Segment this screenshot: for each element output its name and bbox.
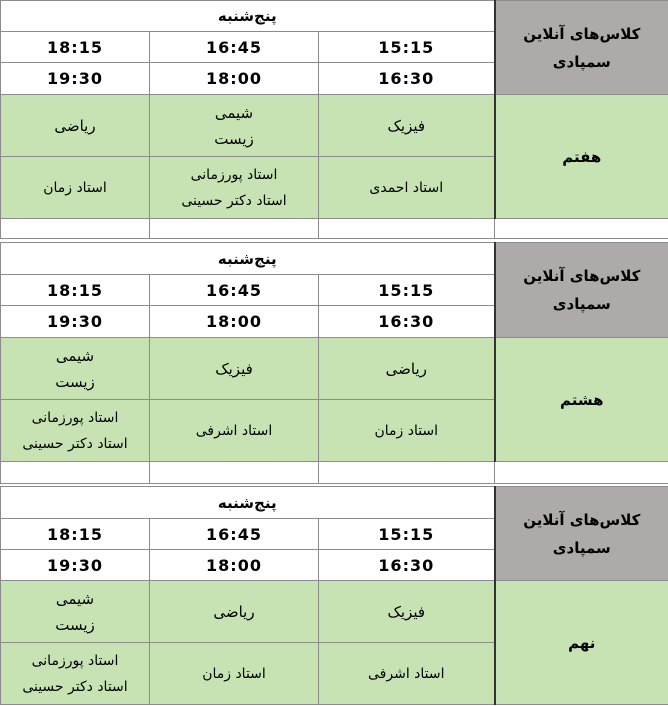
teacher-cell: [150, 643, 319, 705]
end-time: 16:30: [319, 306, 495, 338]
subject-name: زیست: [55, 372, 95, 391]
teacher-cell: [1, 157, 150, 219]
teacher-name: استاد اشرفی: [368, 665, 445, 682]
header-cell: [495, 243, 668, 338]
start-time: 15:15: [319, 32, 495, 63]
subject-cell: [150, 338, 319, 400]
subject-cell: [319, 338, 495, 400]
teacher-name: استاد پورزمانی: [190, 166, 278, 183]
subject-name: ریاضی: [385, 359, 427, 378]
teacher-cell: [150, 157, 319, 219]
subject-cell: [319, 581, 495, 643]
end-time: 16:30: [319, 63, 495, 95]
subject-name: زیست: [214, 129, 254, 148]
teacher-cell: [1, 643, 150, 705]
schedule-table: [0, 242, 668, 484]
day-label: پنج‌شنبه: [1, 1, 495, 32]
teacher-name: استاد زمان: [43, 179, 107, 196]
start-time: 16:45: [150, 519, 319, 550]
subject-name: شیمی: [214, 103, 254, 122]
teacher-name: استاد پورزمانی: [31, 652, 119, 669]
subject-name: فیزیک: [215, 359, 253, 378]
end-time: 18:00: [150, 306, 319, 338]
spacer-cell: [1, 219, 150, 239]
start-time: 15:15: [319, 519, 495, 550]
header-line-1: کلاس‌های آنلاین: [523, 24, 641, 43]
spacer-cell: [319, 462, 495, 484]
start-time: 18:15: [1, 275, 150, 306]
end-time: 16:30: [319, 550, 495, 581]
header-line-2: سمپادی: [552, 52, 611, 71]
header-cell: [495, 487, 668, 581]
schedule-block-grade-7: [0, 0, 668, 239]
teacher-name: استاد احمدی: [369, 179, 444, 196]
subject-name: شیمی: [55, 346, 95, 365]
day-label: پنج‌شنبه: [1, 243, 495, 275]
schedule-table: [0, 486, 668, 705]
teacher-name: استاد دکتر حسینی: [22, 678, 128, 695]
day-label: پنج‌شنبه: [1, 487, 495, 519]
spacer-cell: [495, 219, 668, 239]
teacher-name: استاد اشرفی: [195, 422, 273, 439]
header-cell: [495, 1, 668, 95]
subject-name: ریاضی: [54, 116, 96, 135]
end-time: 18:00: [150, 63, 319, 95]
header-line-2: سمپادی: [552, 538, 611, 557]
start-time: 16:45: [150, 275, 319, 306]
subject-name: فیزیک: [387, 116, 426, 135]
start-time: 18:15: [1, 32, 150, 63]
subject-name: ریاضی: [213, 602, 255, 621]
end-time: 19:30: [1, 306, 150, 338]
header-line-1: کلاس‌های آنلاین: [523, 267, 641, 285]
end-time: 19:30: [1, 550, 150, 581]
subject-name: فیزیک: [387, 602, 426, 621]
grade-label: نهم: [495, 581, 668, 705]
grade-label: هشتم: [495, 338, 668, 462]
schedule-block-grade-9: [0, 486, 668, 705]
schedule-table: [0, 0, 668, 239]
subject-cell: [1, 581, 150, 643]
teacher-name: استاد زمان: [374, 422, 439, 439]
start-time: 15:15: [319, 275, 495, 306]
end-time: 18:00: [150, 550, 319, 581]
teacher-cell: [1, 400, 150, 462]
subject-cell: [150, 95, 319, 157]
teacher-name: استاد پورزمانی: [31, 409, 119, 426]
spacer-cell: [1, 462, 150, 484]
teacher-cell: [319, 400, 495, 462]
schedule-block-grade-8: [0, 242, 668, 484]
subject-name: زیست: [55, 615, 95, 634]
subject-cell: [319, 95, 495, 157]
spacer-cell: [150, 462, 319, 484]
teacher-name: استاد دکتر حسینی: [22, 435, 128, 452]
header-line-2: سمپادی: [552, 295, 611, 313]
teacher-cell: [319, 157, 495, 219]
end-time: 19:30: [1, 63, 150, 95]
subject-cell: [150, 581, 319, 643]
subject-cell: [1, 95, 150, 157]
grade-label: هفتم: [495, 95, 668, 219]
teacher-cell: [319, 643, 495, 705]
header-line-1: کلاس‌های آنلاین: [523, 510, 641, 529]
start-time: 18:15: [1, 519, 150, 550]
spacer-cell: [319, 219, 495, 239]
spacer-cell: [495, 462, 668, 484]
teacher-cell: [150, 400, 319, 462]
start-time: 16:45: [150, 32, 319, 63]
subject-cell: [1, 338, 150, 400]
teacher-name: استاد زمان: [202, 665, 266, 682]
subject-name: شیمی: [55, 589, 95, 608]
teacher-name: استاد دکتر حسینی: [181, 192, 287, 209]
spacer-cell: [150, 219, 319, 239]
